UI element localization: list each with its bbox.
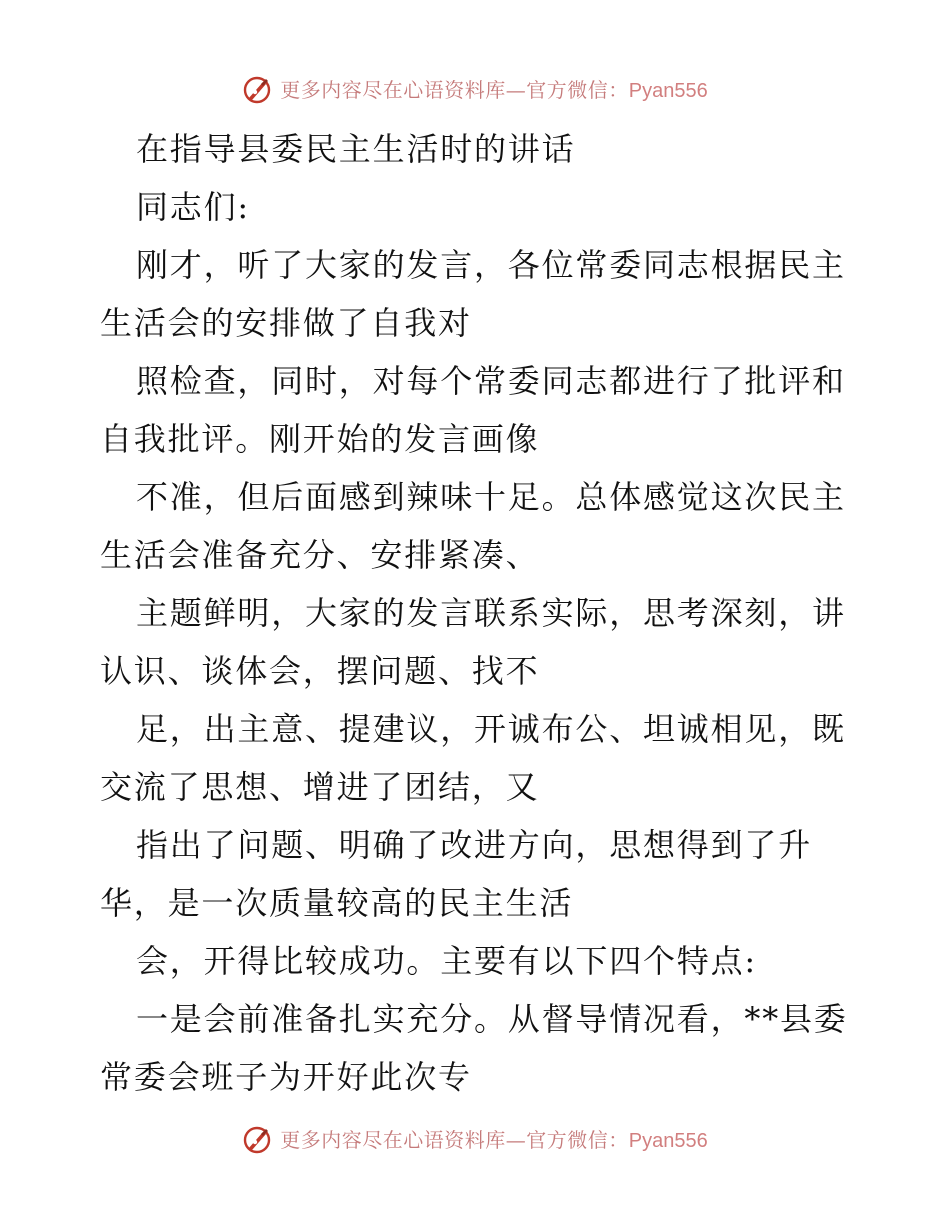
header-watermark [0,70,950,110]
quill-pen-logo-icon [242,75,272,105]
watermark-text [280,1127,708,1152]
watermark-text [280,77,708,102]
paragraph-line: 认识、谈体会，摆问题、找不 [100,652,540,690]
paragraph-line: 照检查，同时，对每个常委同志都进行了批评和 [136,362,846,400]
footer-watermark [0,1120,950,1160]
paragraph-line: 交流了思想、增进了团结，又 [100,768,540,806]
paragraph-line: 生活会的安排做了自我对 [100,304,472,342]
paragraph-line: 不准，但后面感到辣味十足。总体感觉这次民主 [136,478,846,516]
paragraph-line: 常委会班子为开好此次专 [100,1058,472,1096]
paragraph-line: 一是会前准备扎实充分。从督导情况看，**县委 [136,1000,848,1038]
paragraph-line: 华，是一次质量较高的民主生活 [100,884,574,922]
salutation: 同志们: [136,188,250,226]
paragraph-line: 生活会准备充分、安排紧凑、 [100,536,540,574]
paragraph-line: 会，开得比较成功。主要有以下四个特点: [136,942,757,980]
watermark-account: Pyan556 [628,79,708,102]
watermark-account: Pyan556 [628,1129,708,1152]
document-body [100,120,860,1106]
watermark-label: 更多内容尽在心语资料库—官方微信： [280,1127,629,1152]
paragraph-line: 足，出主意、提建议，开诚布公、坦诚相见，既 [136,710,846,748]
paragraph-line: 主题鲜明，大家的发言联系实际，思考深刻，讲 [136,594,846,632]
paragraph-line: 自我批评。刚开始的发言画像 [100,420,540,458]
watermark-label: 更多内容尽在心语资料库—官方微信： [280,77,629,102]
document-title: 在指导县委民主生活时的讲话 [136,130,576,168]
quill-pen-logo-icon [242,1125,272,1155]
paragraph-line: 刚才，听了大家的发言，各位常委同志根据民主 [136,246,846,284]
paragraph-line: 指出了问题、明确了改进方向，思想得到了升 [136,826,813,864]
